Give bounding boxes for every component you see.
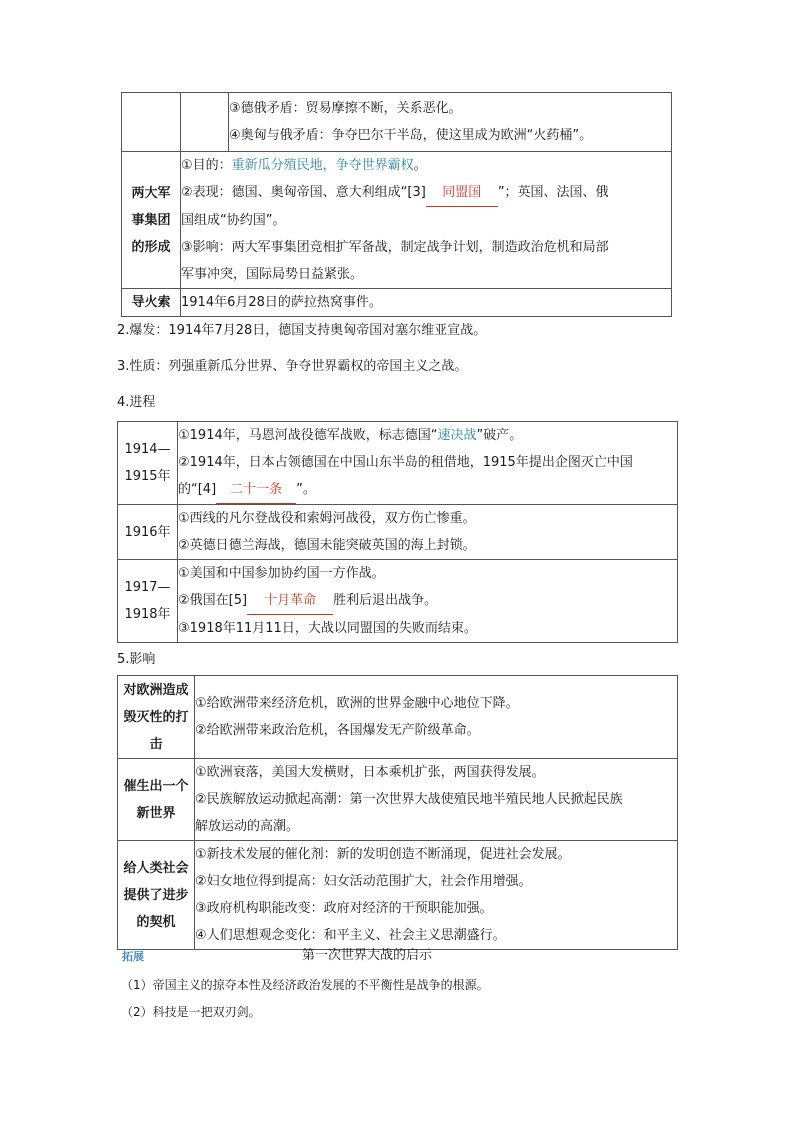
contradictions-cell: [229, 93, 672, 152]
impact-table: [117, 675, 678, 950]
purpose-line: ①目的：重新瓜分殖民地，争夺世界霸权。: [181, 158, 427, 173]
table-row: [118, 676, 678, 759]
table-row: [122, 289, 672, 317]
extension-item-2: （2）科技是一把双刃剑。: [121, 1005, 261, 1019]
period-label: 1917— 1918年: [118, 560, 178, 643]
table-row: [118, 841, 678, 950]
impact-label: 催生出一个 新世界: [118, 759, 195, 841]
period-label: 1914— 1915年: [118, 422, 178, 505]
process-heading: 4.进程: [117, 395, 156, 410]
fuse-label: 导火索: [122, 289, 181, 317]
empty-label-cell: [122, 93, 181, 152]
table-row: [122, 93, 672, 152]
period-content: ①西线的凡尔登战役和索姆河战役，双方伤亡惨重。 ②英德日德兰海战，德国未能突破英国的海上封锁。: [178, 505, 678, 560]
extension-tag: 拓展: [122, 950, 144, 963]
answer-text: 重新瓜分殖民地，争夺世界霸权: [231, 158, 414, 173]
impact-label: 对欧洲造成 毁灭性的打 击: [118, 676, 195, 759]
cont-line-3: ③德俄矛盾：贸易摩擦不断，关系恶化。: [229, 101, 462, 116]
outbreak-paragraph: 2.爆发：1914年7月28日，德国支持奥匈帝国对塞尔维亚宣战。: [117, 323, 487, 338]
table-row: [118, 422, 678, 505]
extension-title: 第一次世界大战的启示: [302, 948, 433, 963]
table-row: [118, 505, 678, 560]
background-table: [121, 92, 672, 317]
extension-item-1: （1）帝国主义的掠夺本性及经济政治发展的不平衡性是战争的根源。: [121, 978, 489, 992]
alliance-content: [181, 152, 672, 289]
impact-content: ①新技术发展的催化剂：新的发明创造不断涌现，促进社会发展。 ②妇女地位得到提高：妇女活动范围扩大，社会作用增强。 ③政府机构职能改变：政府对经济的干预职能加强。 ④人们思想观念变化：和平主义、社会主义思潮盛行。: [195, 841, 678, 950]
impact-content: ①欧洲衰落，美国大发横财，日本乘机扩张，两国获得发展。 ②民族解放运动掀起高潮：第一次世界大战使殖民地半殖民地人民掀起民族 解放运动的高潮。: [195, 759, 678, 841]
impact-content: ①给欧洲带来经济危机，欧洲的世界金融中心地位下降。 ②给欧洲带来政治危机，各国爆发无产阶级革命。: [195, 676, 678, 759]
fill-blank: 同盟国: [426, 179, 498, 207]
cont-line-4: ④奥匈与俄矛盾：争夺巴尔干半岛，使这里成为欧洲“火药桶”。: [229, 128, 593, 143]
period-content: ①美国和中国参加协约国一方作战。 ②俄国在[5] 十月革命 胜利后退出战争。 ③1918年11月11日，大战以同盟国的失败而结束。: [178, 560, 678, 643]
impact-label: 给人类社会 提供了进步 的契机: [118, 841, 195, 950]
show-line: ②表现：德国、奥匈帝国、意大利组成“[3] 同盟国 ”；英国、法国、俄: [181, 179, 671, 207]
period-label: 1916年: [118, 505, 178, 560]
impact-heading: 5.影响: [117, 652, 156, 667]
answer-text: 速决战: [437, 428, 477, 443]
empty-sub-cell: [181, 93, 229, 152]
table-row: [122, 152, 672, 289]
table-row: [118, 759, 678, 841]
show-line-2: 国组成“协约国”。: [181, 213, 286, 228]
fill-blank: 二十一条: [216, 476, 296, 504]
fuse-text: 1914年6月28日的萨拉热窝事件。: [181, 289, 672, 317]
nature-paragraph: 3.性质：列强重新瓜分世界、争夺世界霸权的帝国主义之战。: [117, 359, 468, 374]
alliance-label: 两大军 事集团 的形成: [122, 152, 181, 289]
table-row: [118, 560, 678, 643]
process-table: [117, 421, 678, 643]
fill-blank: 十月革命: [247, 587, 333, 615]
period-content: ①1914年，马恩河战役德军战败，标志德国“速决战”破产。 ②1914年，日本占领德国在中国山东半岛的租借地，1915年提出企图灭亡中国 的“[4] 二十一条 ”。: [178, 422, 678, 505]
impact-line-1: ③影响：两大军事集团竞相扩军备战，制定战争计划，制造政治危机和局部: [181, 240, 609, 255]
impact-line-2: 军事冲突，国际局势日益紧张。: [181, 267, 364, 282]
